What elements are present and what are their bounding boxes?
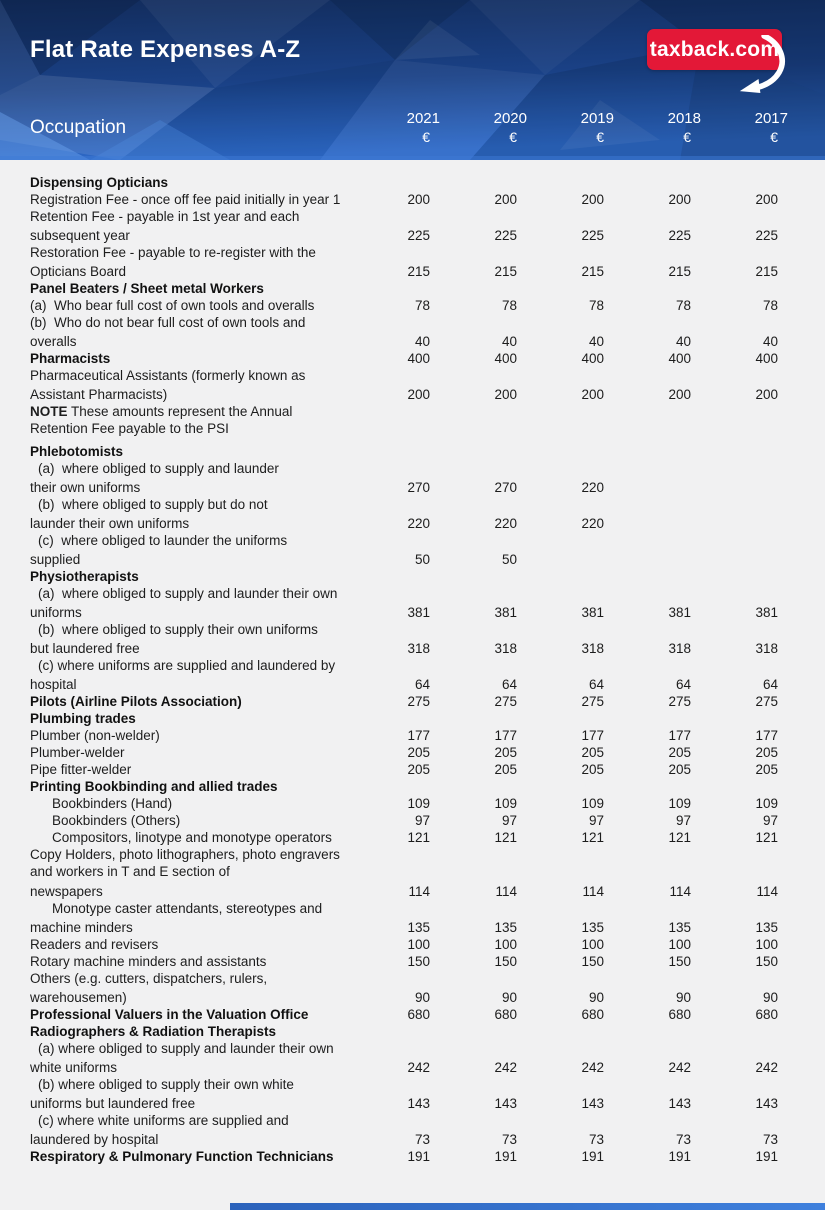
- value-cell: 220: [581, 480, 604, 495]
- currency-symbol: €: [509, 128, 517, 145]
- value-cell: 143: [407, 1096, 430, 1111]
- value-cell: 400: [755, 351, 778, 366]
- table-row: [30, 621, 820, 638]
- value-cell: 205: [581, 745, 604, 760]
- table-row: [30, 727, 820, 744]
- table-row: [30, 919, 820, 936]
- year-column-header: [355, 110, 442, 146]
- table-row: [30, 989, 820, 1006]
- value-cell: 200: [494, 387, 517, 402]
- value-cell: 680: [494, 1007, 517, 1022]
- occupation-cell: Compositors, linotype and monotype operators: [52, 830, 332, 845]
- occupation-cell: Restoration Fee - payable to re-register with the: [30, 245, 316, 260]
- value-cell: 150: [581, 954, 604, 969]
- value-cell: 73: [675, 1132, 691, 1147]
- value-cell: 191: [494, 1149, 517, 1164]
- value-cell: 114: [408, 884, 430, 899]
- occupation-cell: Plumbing trades: [30, 711, 136, 726]
- value-cell: 400: [581, 351, 604, 366]
- next-page-edge: [230, 1203, 825, 1210]
- value-cell: 135: [494, 920, 517, 935]
- table-row: [30, 227, 820, 244]
- value-cell: 680: [755, 1007, 778, 1022]
- value-cell: 215: [494, 264, 517, 279]
- table-row: [30, 1059, 820, 1076]
- value-cell: 205: [581, 762, 604, 777]
- expenses-table: [0, 160, 825, 1165]
- value-cell: 150: [407, 954, 430, 969]
- value-cell: 135: [755, 920, 778, 935]
- value-cell: 225: [407, 228, 430, 243]
- value-cell: 381: [581, 605, 604, 620]
- table-row: [30, 420, 820, 437]
- occupation-cell: (a) where obliged to supply and launder their own: [38, 1041, 334, 1056]
- year-label: 2019: [580, 109, 614, 127]
- value-cell: 97: [762, 813, 778, 828]
- value-cell: 200: [494, 192, 517, 207]
- year-column-header: [616, 110, 703, 146]
- value-cell: 90: [675, 990, 691, 1005]
- table-row: [30, 568, 820, 585]
- value-cell: 143: [494, 1096, 517, 1111]
- value-cell: 78: [501, 298, 517, 313]
- occupation-cell: warehousemen): [30, 990, 127, 1005]
- table-row: [30, 1131, 820, 1148]
- value-cell: 200: [755, 192, 778, 207]
- page-title: Flat Rate Expenses A-Z: [30, 36, 301, 63]
- value-cell: 177: [494, 728, 517, 743]
- table-row: [30, 863, 820, 880]
- value-cell: 270: [494, 480, 517, 495]
- value-cell: 205: [668, 762, 691, 777]
- value-cell: 90: [762, 990, 778, 1005]
- value-cell: 109: [755, 796, 778, 811]
- value-cell: 318: [668, 641, 691, 656]
- value-cell: 205: [494, 745, 517, 760]
- value-cell: 177: [668, 728, 691, 743]
- occupation-cell: Rotary machine minders and assistants: [30, 954, 267, 969]
- table-row: [30, 386, 820, 403]
- occupation-cell: uniforms: [30, 605, 82, 620]
- table-row: [30, 970, 820, 987]
- table-row: [30, 900, 820, 917]
- value-cell: 64: [588, 677, 604, 692]
- value-cell: 318: [755, 641, 778, 656]
- table-row: [30, 460, 820, 477]
- table-row: [30, 367, 820, 384]
- occupation-cell: Professional Valuers in the Valuation Office: [30, 1007, 309, 1022]
- value-cell: 121: [494, 830, 517, 845]
- value-cell: 177: [407, 728, 430, 743]
- occupation-cell: Bookbinders (Hand): [52, 796, 173, 811]
- value-cell: 225: [755, 228, 778, 243]
- table-row: [30, 403, 820, 420]
- value-cell: 275: [407, 694, 430, 709]
- value-cell: 200: [407, 387, 430, 402]
- value-cell: 680: [407, 1007, 430, 1022]
- occupation-cell: and workers in T and E section of: [30, 864, 230, 879]
- table-row: [30, 812, 820, 829]
- value-cell: 242: [668, 1060, 691, 1075]
- occupation-cell: (b) Who do not bear full cost of own tools and: [30, 315, 306, 330]
- table-row: [30, 479, 820, 496]
- year-column-header: [529, 110, 616, 146]
- table-row: [30, 761, 820, 778]
- value-cell: 242: [407, 1060, 430, 1075]
- value-cell: 205: [668, 745, 691, 760]
- table-row: [30, 496, 820, 513]
- table-row: [30, 676, 820, 693]
- value-cell: 381: [407, 605, 430, 620]
- value-cell: 225: [494, 228, 517, 243]
- value-cell: 109: [668, 796, 691, 811]
- occupation-cell: (a) where obliged to supply and launder: [38, 461, 279, 476]
- value-cell: 100: [668, 937, 691, 952]
- occupation-cell: overalls: [30, 334, 77, 349]
- value-cell: 191: [755, 1149, 778, 1164]
- occupation-cell: Phlebotomists: [30, 444, 124, 459]
- value-cell: 100: [407, 937, 430, 952]
- occupation-cell: (b) where obliged to supply their own white: [38, 1077, 294, 1092]
- value-cell: 97: [501, 813, 517, 828]
- value-cell: 90: [501, 990, 517, 1005]
- occupation-cell: Registration Fee - once off fee paid initially in year 1: [30, 192, 341, 207]
- value-cell: 150: [755, 954, 778, 969]
- value-cell: 114: [582, 884, 604, 899]
- table-row: [30, 208, 820, 225]
- occupation-cell: machine minders: [30, 920, 133, 935]
- occupation-cell: but laundered free: [30, 641, 140, 656]
- value-cell: 400: [407, 351, 430, 366]
- value-cell: 275: [668, 694, 691, 709]
- value-cell: 242: [581, 1060, 604, 1075]
- occupation-cell: Panel Beaters / Sheet metal Workers: [30, 281, 264, 296]
- table-row: [30, 263, 820, 280]
- value-cell: 177: [581, 728, 604, 743]
- year-column-header: [442, 110, 529, 146]
- value-cell: 64: [501, 677, 517, 692]
- value-cell: 121: [668, 830, 691, 845]
- table-row: [30, 1095, 820, 1112]
- occupation-cell: (c) where white uniforms are supplied and: [38, 1113, 289, 1128]
- value-cell: 40: [588, 334, 604, 349]
- value-cell: 114: [495, 884, 517, 899]
- page-header: [0, 0, 825, 160]
- value-cell: 121: [581, 830, 604, 845]
- table-row: [30, 936, 820, 953]
- occupation-cell: (b) where obliged to supply but do not: [38, 497, 268, 512]
- occupation-cell: Dispensing Opticians: [30, 175, 169, 190]
- table-row: [30, 280, 820, 297]
- value-cell: 109: [494, 796, 517, 811]
- occupation-cell: Opticians Board: [30, 264, 127, 279]
- table-row: [30, 515, 820, 532]
- occupation-cell: Assistant Pharmacists): [30, 387, 168, 402]
- value-cell: 78: [588, 298, 604, 313]
- value-cell: 205: [407, 762, 430, 777]
- occupation-column-header: Occupation: [30, 117, 127, 138]
- value-cell: 97: [588, 813, 604, 828]
- value-cell: 220: [494, 516, 517, 531]
- value-cell: 275: [581, 694, 604, 709]
- value-cell: 381: [755, 605, 778, 620]
- table-row: [30, 443, 820, 460]
- currency-symbol: €: [770, 128, 778, 145]
- table-row: [30, 191, 820, 208]
- occupation-cell: Pharmaceutical Assistants (formerly known as: [30, 368, 306, 383]
- value-cell: 318: [494, 641, 517, 656]
- table-row: [30, 314, 820, 331]
- value-cell: 135: [581, 920, 604, 935]
- value-cell: 191: [407, 1149, 430, 1164]
- value-cell: 121: [755, 830, 778, 845]
- table-row: [30, 1112, 820, 1129]
- occupation-cell: supplied: [30, 552, 81, 567]
- value-cell: 200: [581, 387, 604, 402]
- occupation-cell: uniforms but laundered free: [30, 1096, 196, 1111]
- value-cell: 100: [581, 937, 604, 952]
- table-row: [30, 350, 820, 367]
- table-row: [30, 604, 820, 621]
- value-cell: 400: [668, 351, 691, 366]
- currency-symbol: €: [596, 128, 604, 145]
- year-label: 2021: [406, 109, 440, 127]
- taxback-logo: [647, 29, 782, 70]
- table-row: [30, 244, 820, 261]
- value-cell: 121: [407, 830, 430, 845]
- value-cell: 78: [414, 298, 430, 313]
- currency-symbol: €: [422, 128, 430, 145]
- value-cell: 90: [414, 990, 430, 1005]
- year-label: 2018: [667, 109, 701, 127]
- value-cell: 78: [675, 298, 691, 313]
- value-cell: 100: [494, 937, 517, 952]
- value-cell: 242: [755, 1060, 778, 1075]
- value-cell: 97: [675, 813, 691, 828]
- value-cell: 150: [494, 954, 517, 969]
- occupation-cell: Plumber-welder: [30, 745, 125, 760]
- occupation-cell: launder their own uniforms: [30, 516, 190, 531]
- table-row: [30, 640, 820, 657]
- occupation-cell: Printing Bookbinding and allied trades: [30, 779, 278, 794]
- value-cell: 680: [581, 1007, 604, 1022]
- value-cell: 73: [762, 1132, 778, 1147]
- value-cell: 100: [755, 937, 778, 952]
- value-cell: 114: [669, 884, 691, 899]
- occupation-cell: Radiographers & Radiation Therapists: [30, 1024, 277, 1039]
- occupation-cell: laundered by hospital: [30, 1132, 159, 1147]
- year-label: 2017: [754, 109, 788, 127]
- table-row: [30, 744, 820, 761]
- value-cell: 40: [501, 334, 517, 349]
- occupation-cell: Pharmacists: [30, 351, 111, 366]
- table-row: [30, 333, 820, 350]
- value-cell: 225: [668, 228, 691, 243]
- value-cell: 275: [494, 694, 517, 709]
- value-cell: 318: [407, 641, 430, 656]
- value-cell: 200: [755, 387, 778, 402]
- table-row: [30, 953, 820, 970]
- value-cell: 109: [407, 796, 430, 811]
- value-cell: 177: [755, 728, 778, 743]
- occupation-cell: (c) where uniforms are supplied and laundered by: [38, 658, 336, 673]
- occupation-cell: Physiotherapists: [30, 569, 139, 584]
- value-cell: 242: [494, 1060, 517, 1075]
- value-cell: 114: [756, 884, 778, 899]
- table-row: [30, 174, 820, 191]
- value-cell: 200: [668, 387, 691, 402]
- value-cell: 205: [755, 762, 778, 777]
- value-cell: 215: [581, 264, 604, 279]
- occupation-cell: subsequent year: [30, 228, 130, 243]
- table-row: [30, 795, 820, 812]
- occupation-cell: Others (e.g. cutters, dispatchers, rulers,: [30, 971, 268, 986]
- table-header-row: [0, 96, 825, 160]
- value-cell: 318: [581, 641, 604, 656]
- table-row: [30, 710, 820, 727]
- table-row: [30, 657, 820, 674]
- value-cell: 215: [407, 264, 430, 279]
- value-cell: 135: [407, 920, 430, 935]
- currency-symbol: €: [683, 128, 691, 145]
- value-cell: 400: [494, 351, 517, 366]
- occupation-cell: (b) where obliged to supply their own uniforms: [38, 622, 318, 637]
- value-cell: 381: [494, 605, 517, 620]
- value-cell: 205: [755, 745, 778, 760]
- table-row: [30, 585, 820, 602]
- table-row: [30, 532, 820, 549]
- occupation-cell: (c) where obliged to launder the uniforms: [38, 533, 288, 548]
- table-row: [30, 778, 820, 795]
- occupation-cell: their own uniforms: [30, 480, 141, 495]
- value-cell: 270: [407, 480, 430, 495]
- table-row: [30, 693, 820, 710]
- logo-arrow-icon: [736, 35, 796, 93]
- occupation-cell: Plumber (non-welder): [30, 728, 160, 743]
- table-row: [30, 297, 820, 314]
- occupation-cell: (a) where obliged to supply and launder their own: [38, 586, 338, 601]
- table-row: [30, 1006, 820, 1023]
- occupation-cell: Pilots (Airline Pilots Association): [30, 694, 242, 709]
- table-row: [30, 846, 820, 863]
- table-row: [30, 829, 820, 846]
- table-row: [30, 883, 820, 900]
- value-cell: 64: [762, 677, 778, 692]
- value-cell: 200: [668, 192, 691, 207]
- value-cell: 50: [414, 552, 430, 567]
- value-cell: 109: [581, 796, 604, 811]
- value-cell: 73: [588, 1132, 604, 1147]
- occupation-cell: white uniforms: [30, 1060, 118, 1075]
- value-cell: 40: [675, 334, 691, 349]
- value-cell: 275: [755, 694, 778, 709]
- value-cell: 50: [501, 552, 517, 567]
- year-label: 2020: [493, 109, 527, 127]
- occupation-cell: hospital: [30, 677, 77, 692]
- table-row: [30, 1076, 820, 1093]
- occupation-cell: Retention Fee payable to the PSI: [30, 421, 229, 436]
- value-cell: 90: [588, 990, 604, 1005]
- occupation-cell: NOTE These amounts represent the Annual: [30, 404, 293, 419]
- value-cell: 215: [668, 264, 691, 279]
- value-cell: 150: [668, 954, 691, 969]
- occupation-cell: Copy Holders, photo lithographers, photo engravers: [30, 847, 340, 862]
- table-row: [30, 1148, 820, 1165]
- occupation-cell: newspapers: [30, 884, 103, 899]
- value-cell: 40: [414, 334, 430, 349]
- value-cell: 205: [407, 745, 430, 760]
- value-cell: 220: [407, 516, 430, 531]
- table-row: [30, 551, 820, 568]
- logo-text: taxback.com: [649, 37, 780, 61]
- table-row: [30, 1040, 820, 1057]
- value-cell: 200: [407, 192, 430, 207]
- value-cell: 381: [668, 605, 691, 620]
- value-cell: 205: [494, 762, 517, 777]
- value-cell: 73: [501, 1132, 517, 1147]
- value-cell: 64: [675, 677, 691, 692]
- occupation-cell: Retention Fee - payable in 1st year and each: [30, 209, 300, 224]
- value-cell: 191: [668, 1149, 691, 1164]
- value-cell: 64: [414, 677, 430, 692]
- table-row: [30, 1023, 820, 1040]
- value-cell: 191: [581, 1149, 604, 1164]
- value-cell: 225: [581, 228, 604, 243]
- occupation-cell: Pipe fitter-welder: [30, 762, 132, 777]
- occupation-cell: (a) Who bear full cost of own tools and overalls: [30, 298, 315, 313]
- value-cell: 78: [762, 298, 778, 313]
- value-cell: 143: [755, 1096, 778, 1111]
- value-cell: 97: [414, 813, 430, 828]
- value-cell: 143: [668, 1096, 691, 1111]
- occupation-cell: Bookbinders (Others): [52, 813, 181, 828]
- year-column-header: [703, 110, 790, 146]
- occupation-cell: Readers and revisers: [30, 937, 159, 952]
- occupation-cell: Monotype caster attendants, stereotypes and: [52, 901, 323, 916]
- value-cell: 40: [762, 334, 778, 349]
- value-cell: 200: [581, 192, 604, 207]
- value-cell: 135: [668, 920, 691, 935]
- occupation-cell: Respiratory & Pulmonary Function Technicians: [30, 1149, 334, 1164]
- value-cell: 143: [581, 1096, 604, 1111]
- value-cell: 73: [414, 1132, 430, 1147]
- value-cell: 215: [755, 264, 778, 279]
- value-cell: 680: [668, 1007, 691, 1022]
- value-cell: 220: [581, 516, 604, 531]
